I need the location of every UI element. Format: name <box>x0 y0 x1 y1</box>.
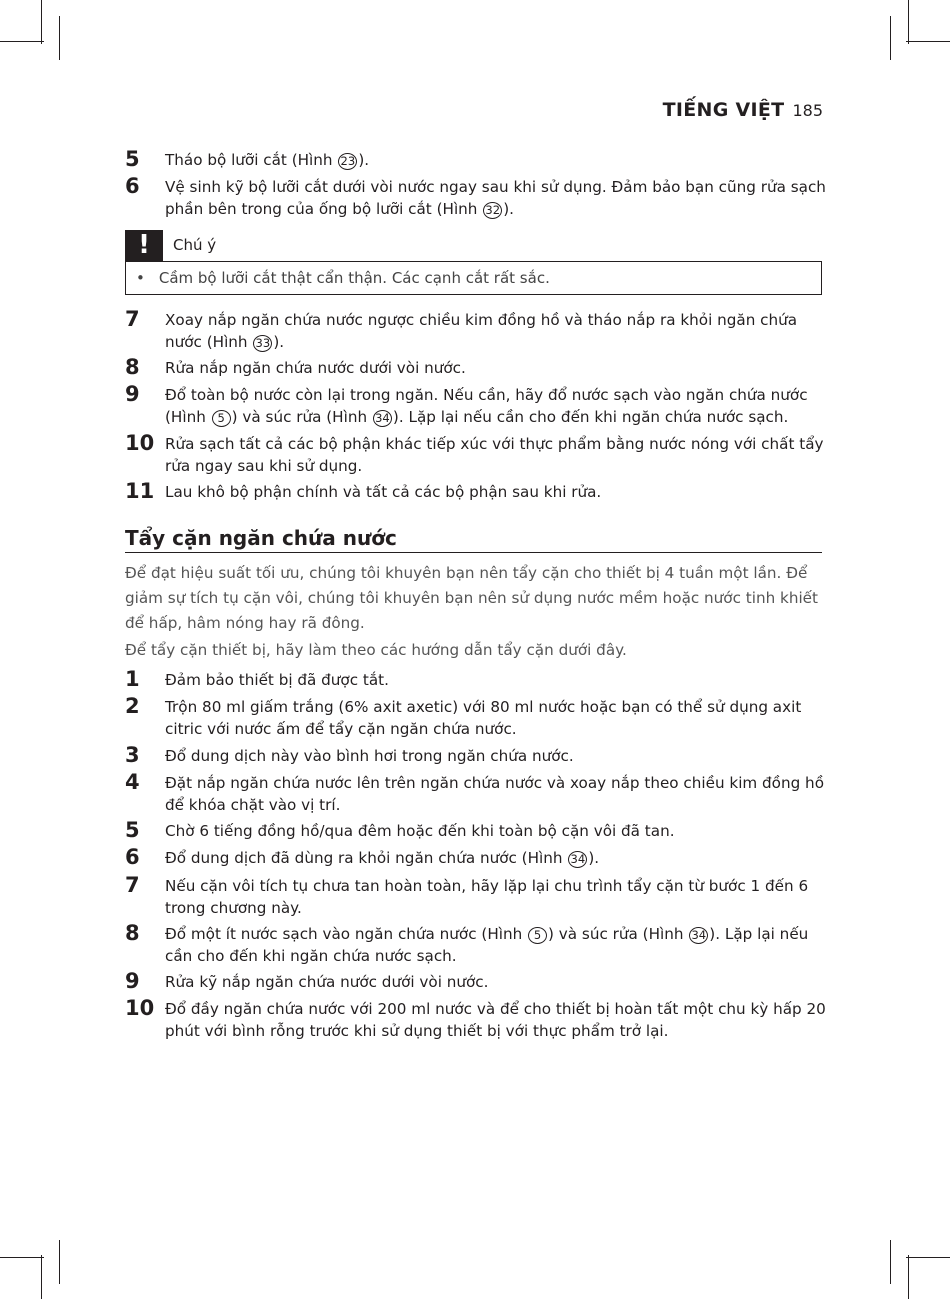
figure-ref: 5 <box>528 927 547 944</box>
bullet-icon: • <box>136 269 145 287</box>
figure-ref: 34 <box>689 927 708 944</box>
step-number: 10 <box>125 996 155 1020</box>
figure-ref: 34 <box>373 410 392 427</box>
section-title: Tẩy cặn ngăn chứa nước <box>125 525 822 553</box>
step-text: Tháo bộ lưỡi cắt (Hình 23 ). <box>165 151 370 169</box>
step-number: 9 <box>125 382 140 406</box>
step-text: Rửa sạch tất cả các bộ phận khác tiếp xúc với thực phẩm bằng nước nóng với chất tẩy rửa ngay sau khi sử dụng. <box>165 435 824 475</box>
step-text: Đổ đầy ngăn chứa nước với 200 ml nước và để cho thiết bị hoàn tất một chu kỳ hấp 20 phút với bình rỗng trước khi sử dụng thiết bị với thực phẩm trở lại. <box>165 1000 826 1040</box>
step-number: 7 <box>125 873 140 897</box>
section-instructions: Để tẩy cặn thiết bị, hãy làm theo các hướng dẫn tẩy cặn dưới đây. <box>125 641 627 659</box>
language-label: TIẾNG VIỆT <box>662 99 785 121</box>
step-text: Đặt nắp ngăn chứa nước lên trên ngăn chứa nước và xoay nắp theo chiều kim đồng hồ để khóa chặt vào vị trí. <box>165 774 824 814</box>
exclamation-icon: ! <box>125 230 163 261</box>
crop-mark <box>41 1255 42 1299</box>
page-header <box>663 99 823 121</box>
step-text: Xoay nắp ngăn chứa nước ngược chiều kim đồng hồ và tháo nắp ra khỏi ngăn chứa nước (Hình 33 ). <box>165 311 798 351</box>
figure-ref: 23 <box>338 153 357 170</box>
step-number: 8 <box>125 921 140 945</box>
step-number: 9 <box>125 969 140 993</box>
step-number: 5 <box>125 147 140 171</box>
step-text: Đảm bảo thiết bị đã được tắt. <box>165 671 389 689</box>
step-number: 6 <box>125 174 140 198</box>
step-number: 8 <box>125 355 140 379</box>
step-text: Chờ 6 tiếng đồng hồ/qua đêm hoặc đến khi toàn bộ cặn vôi đã tan. <box>165 822 675 840</box>
step-number: 2 <box>125 694 140 718</box>
crop-mark <box>890 1240 891 1284</box>
figure-ref: 33 <box>253 335 272 352</box>
step-number: 5 <box>125 818 140 842</box>
step-number: 11 <box>125 479 155 503</box>
caution-box <box>125 261 822 295</box>
crop-mark <box>41 0 42 44</box>
step-text: Rửa kỹ nắp ngăn chứa nước dưới vòi nước. <box>165 973 489 991</box>
crop-mark <box>0 41 44 42</box>
step-number: 3 <box>125 743 140 767</box>
section-intro: Để đạt hiệu suất tối ưu, chúng tôi khuyên bạn nên tẩy cặn cho thiết bị 4 tuần một lần. Để giảm sự tích tụ cặn vôi, chúng tôi khuyên bạn nên sử dụng nước mềm hoặc nước tinh khiết để hấp, hâm nóng hay rã đông. <box>125 564 818 632</box>
crop-mark <box>890 16 891 60</box>
step-text: Đổ dung dịch đã dùng ra khỏi ngăn chứa nước (Hình 34 ). <box>165 849 600 867</box>
figure-ref: 5 <box>212 410 231 427</box>
step-number: 6 <box>125 845 140 869</box>
step-text: Rửa nắp ngăn chứa nước dưới vòi nước. <box>165 359 466 377</box>
step-text: Đổ toàn bộ nước còn lại trong ngăn. Nếu cần, hãy đổ nước sạch vào ngăn chứa nước (Hình 5 ) và súc rửa (Hình 34 ). Lặp lại nếu cần cho đến khi ngăn chứa nước sạch. <box>165 386 808 426</box>
figure-ref: 32 <box>483 202 502 219</box>
step-text: Lau khô bộ phận chính và tất cả các bộ phận sau khi rửa. <box>165 483 602 501</box>
crop-mark <box>906 1257 950 1258</box>
crop-mark <box>59 1240 60 1284</box>
caution-header <box>125 230 216 260</box>
step-text: Trộn 80 ml giấm trắng (6% axit axetic) với 80 ml nước hoặc bạn có thể sử dụng axit citric với nước ấm để tẩy cặn ngăn chứa nước. <box>165 698 802 738</box>
step-text: Đổ dung dịch này vào bình hơi trong ngăn chứa nước. <box>165 747 574 765</box>
crop-mark <box>906 41 950 42</box>
crop-mark <box>908 1255 909 1299</box>
caution-text: Cầm bộ lưỡi cắt thật cẩn thận. Các cạnh cắt rất sắc. <box>158 269 550 287</box>
figure-ref: 34 <box>568 851 587 868</box>
step-text: Vệ sinh kỹ bộ lưỡi cắt dưới vòi nước ngay sau khi sử dụng. Đảm bảo bạn cũng rửa sạch phần bên trong của ống bộ lưỡi cắt (Hình 32 ). <box>165 178 826 218</box>
page-number: 185 <box>792 101 823 120</box>
crop-mark <box>0 1257 44 1258</box>
crop-mark <box>59 16 60 60</box>
crop-mark <box>908 0 909 44</box>
step-number: 4 <box>125 770 140 794</box>
caution-title: Chú ý <box>173 236 217 254</box>
step-number: 1 <box>125 667 140 691</box>
step-text: Đổ một ít nước sạch vào ngăn chứa nước (Hình 5 ) và súc rửa (Hình 34 ). Lặp lại nếu cần cho đến khi ngăn chứa nước sạch. <box>165 925 809 965</box>
step-number: 7 <box>125 307 140 331</box>
step-number: 10 <box>125 431 155 455</box>
step-text: Nếu cặn vôi tích tụ chưa tan hoàn toàn, hãy lặp lại chu trình tẩy cặn từ bước 1 đến 6 trong chương này. <box>165 877 809 917</box>
